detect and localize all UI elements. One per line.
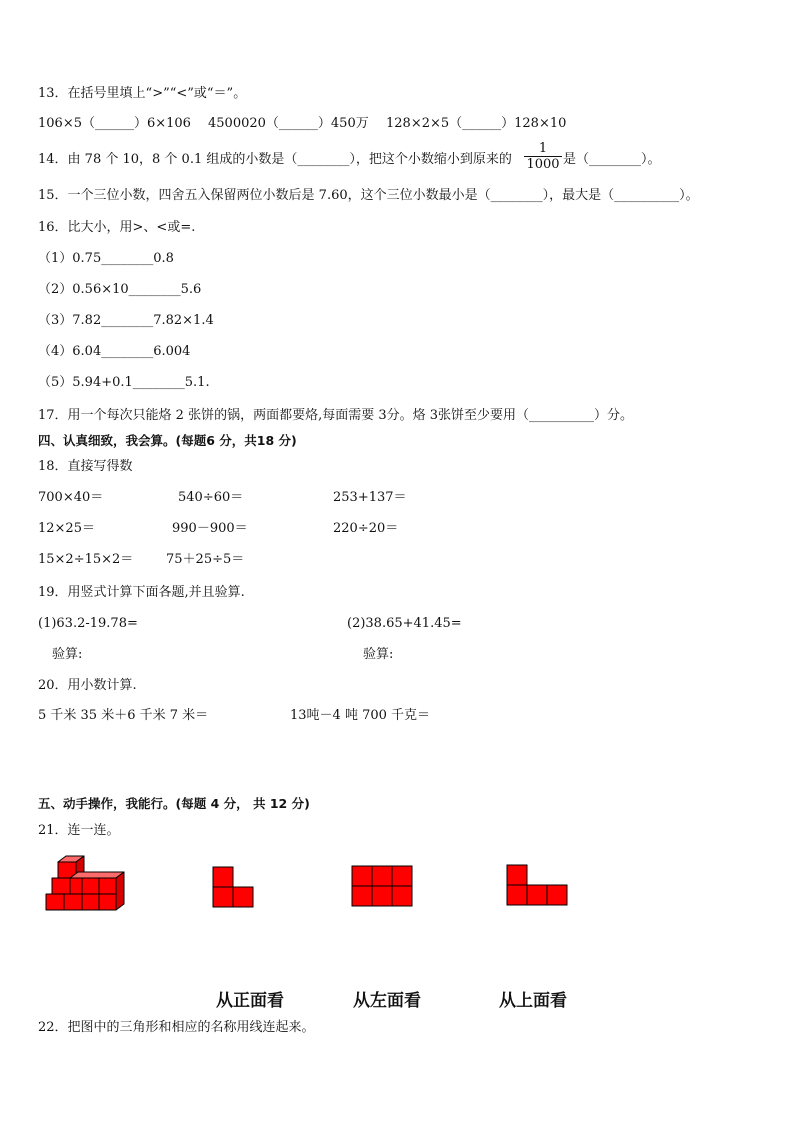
view-shape-2 [351, 865, 413, 907]
q18-r2-c1: 12×25＝ [38, 521, 95, 536]
q13-title: 13．在括号里填上“>”“<”或“＝”。 [38, 86, 247, 101]
q18-r3-c1: 15×2÷15×2＝ [38, 552, 134, 567]
q18-r1-c1: 700×40＝ [38, 490, 104, 505]
q16-item-5: （5）5.94+0.1________5.1. [38, 375, 210, 390]
q16-item-2: （2）0.56×10________5.6 [38, 282, 202, 297]
q16-item-1: （1）0.75________0.8 [38, 251, 174, 266]
q21-title: 21．连一连。 [38, 823, 120, 838]
q17-text: 17．用一个每次只能烙 2 张饼的锅，两面都要烙,每面需要 3分。烙 3张饼至少要用（__________）分。 [38, 408, 634, 423]
q20-item-1: 5 千米 35 米＋6 千米 7 米＝ [38, 708, 209, 723]
q19-title: 19．用竖式计算下面各题,并且验算. [38, 585, 245, 600]
q19-item-1: (1)63.2-19.78= [38, 616, 138, 631]
q19-item-2: (2)38.65+41.45= [347, 616, 462, 631]
q16-title: 16．比大小，用>、<或=. [38, 220, 196, 235]
view-label-top: 从上面看 [499, 991, 567, 1011]
q16-item-3: （3）7.82________7.82×1.4 [38, 313, 214, 328]
q18-r3-c2: 75＋25÷5＝ [166, 552, 245, 567]
q14-fraction-denominator: 1000 [524, 156, 562, 172]
q19-check-2: 验算: [363, 647, 394, 662]
q18-r2-c2: 990－900＝ [172, 521, 248, 536]
q14-text-after: 是（________）。 [563, 152, 661, 167]
view-label-left: 从左面看 [353, 991, 421, 1011]
section4-title: 四、认真细致，我会算。(每题6 分，共18 分) [38, 433, 297, 448]
q18-r1-c3: 253+137＝ [333, 490, 407, 505]
q18-title: 18．直接写得数 [38, 459, 133, 474]
q14-fraction [524, 141, 562, 172]
view-shape-3 [506, 864, 568, 906]
q18-r1-c2: 540÷60＝ [178, 490, 244, 505]
q15-text: 15．一个三位小数，四舍五入保留两位小数后是 7.60，这个三位小数最小是（________），最大是（__________）。 [38, 188, 699, 203]
q13-item-2: 4500020（______）450万 [208, 116, 369, 131]
q13-item-1: 106×5（______）6×106 [38, 116, 191, 131]
q19-check-1: 验算: [52, 647, 83, 662]
q14-text-before: 14．由 78 个 10，8 个 0.1 组成的小数是（________），把这个小数缩小到原来的 [38, 152, 512, 167]
section5-title: 五、动手操作，我能行。(每题 4 分， 共 12 分) [38, 796, 310, 811]
q14-fraction-numerator: 1 [538, 141, 548, 156]
q20-title: 20．用小数计算. [38, 678, 137, 693]
view-shape-1 [212, 866, 256, 908]
q16-item-4: （4）6.04________6.004 [38, 344, 191, 359]
q20-item-2: 13吨－4 吨 700 千克＝ [290, 708, 431, 723]
cube-solid-figure [44, 852, 134, 916]
view-label-front: 从正面看 [216, 991, 284, 1011]
q18-r2-c3: 220÷20＝ [333, 521, 399, 536]
q13-item-3: 128×2×5（______）128×10 [386, 116, 567, 131]
q22-title: 22．把图中的三角形和相应的名称用线连起来。 [38, 1020, 315, 1035]
